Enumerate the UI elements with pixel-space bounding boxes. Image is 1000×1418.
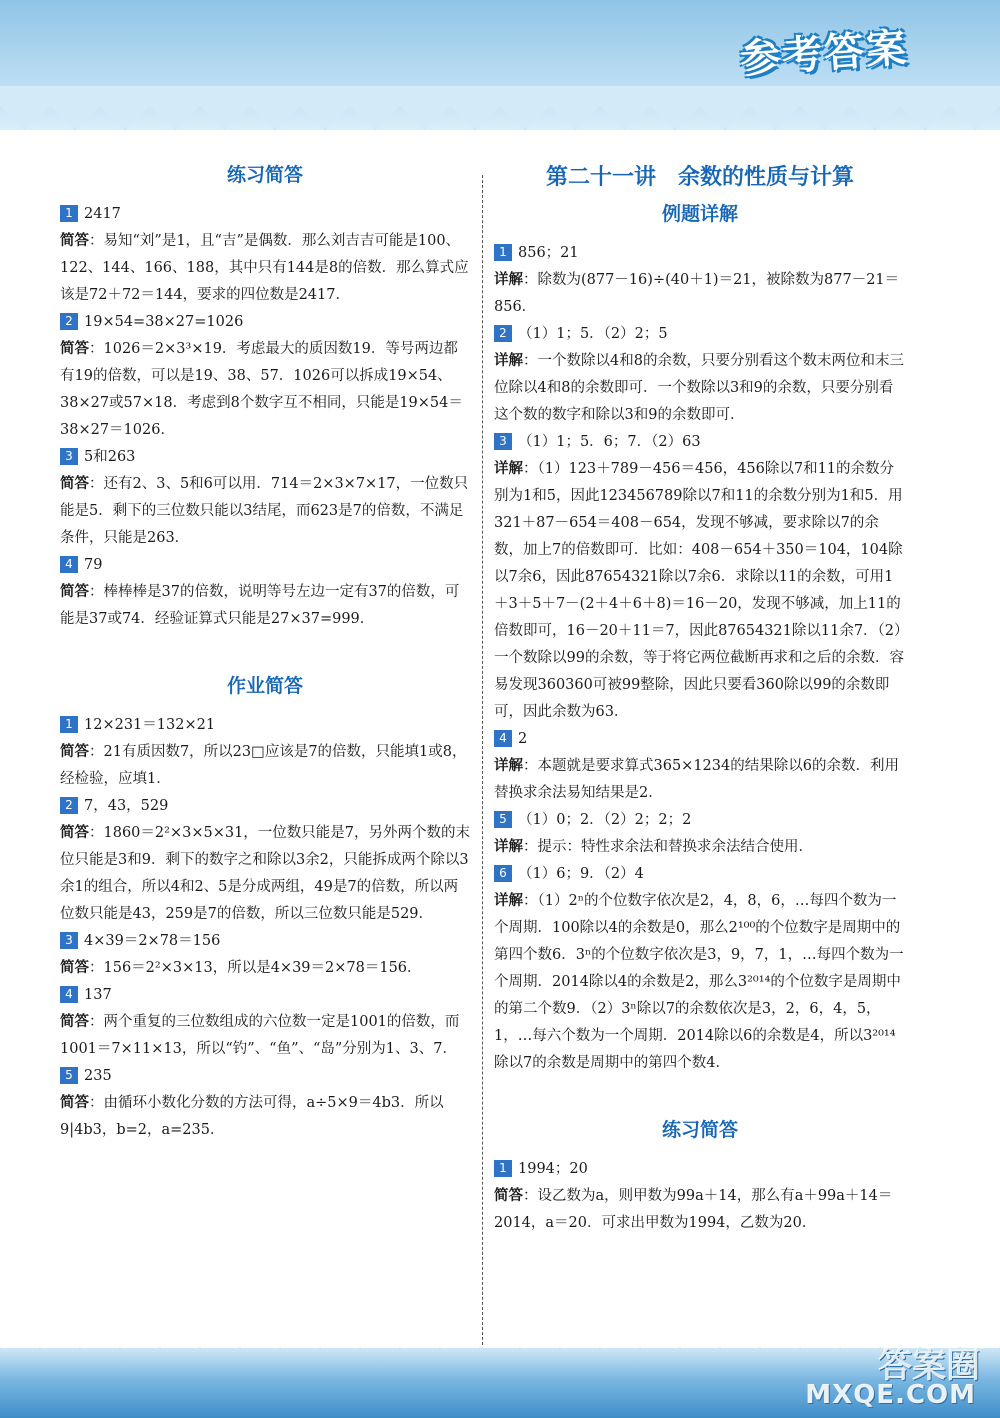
question-answer (494, 240, 906, 267)
explanation-text: ：本题就是要求算式365×1234的结果除以6的余数．利用替换求余法易知结果是2． (494, 758, 899, 801)
explanation-label: 简答 (60, 476, 89, 492)
question-answer (60, 928, 470, 955)
answer-value: （1）0；2．（2）2；2；2 (518, 812, 692, 828)
answer-value: （1）1；5．6；7．（2）63 (518, 434, 701, 450)
question-answer (494, 726, 906, 753)
answer-value: 1994；20 (518, 1161, 588, 1177)
answer-value: 235 (84, 1068, 112, 1084)
explanation (60, 1090, 470, 1144)
explanation (60, 955, 470, 982)
explanation (494, 348, 906, 429)
answer-value: （1）6；9．（2）4 (518, 866, 644, 882)
question-answer (494, 321, 906, 348)
explanation (494, 834, 906, 861)
explanation (60, 820, 470, 928)
question-number-badge: 5 (60, 1067, 78, 1084)
section-title: 练习简答 (661, 1119, 738, 1141)
explanation-text: ：提示：特性求余法和替换求余法结合使用． (523, 839, 813, 855)
answer-value: 4×39＝2×78＝156 (84, 933, 221, 949)
chapter-title: 第二十一讲 余数的性质与计算 (545, 165, 854, 190)
question-number-badge: 4 (494, 730, 512, 747)
question-number-badge: 5 (494, 811, 512, 828)
answer-value: 856；21 (518, 245, 579, 261)
question-answer (60, 712, 470, 739)
question-answer (60, 201, 470, 228)
explanation-text: ：1026＝2×3³×19．考虑最大的质因数19．等号两边都有19的倍数，可以是19、38、57．1026可以拆成19×54、38×27或57×18．考虑到8个数字互不相同，只能是19×54＝38×27＝1026． (60, 341, 463, 438)
explanation-text: ：还有2、3、5和6可以用．714＝2×3×7×17，一位数只能是5．剩下的三位数只能以3结尾，而623是7的倍数，不满足条件，只能是263． (60, 476, 469, 546)
explanation (494, 888, 906, 1077)
question-number-badge: 2 (494, 325, 512, 342)
explanation-text: ：易知“刘”是1，且“吉”是偶数．那么刘吉吉可能是100、122、144、166、188，其中只有144是8的倍数．那么算式应该是72＋72＝144，要求的四位数是2417． (60, 233, 469, 303)
answer-value: 12×231＝132×21 (84, 717, 216, 733)
explanation-label: 详解 (494, 353, 523, 369)
explanation-label: 简答 (60, 744, 89, 760)
right-column (494, 160, 906, 1237)
question-number-badge: 1 (494, 244, 512, 261)
question-answer (60, 552, 470, 579)
answer-value: 5和263 (84, 449, 136, 465)
explanation (494, 456, 906, 726)
explanation-label: 简答 (494, 1188, 523, 1204)
explanation (60, 228, 470, 309)
question-number-badge: 2 (60, 797, 78, 814)
explanation-label: 详解 (494, 461, 523, 477)
explanation-text: ：（1）123＋789－456＝456，456除以7和11的余数分别为1和5，因此123456789除以7和11的余数分别为1和5．用321＋87－654＝408－654，发现不够减，要求除以7的余数，加上7的倍数即可．比如：408－654＋350＝104，104除以7余6，因此87654321除以7余6．求除以11的余数，可用1＋3＋5＋7－(2＋4＋6＋8)＝16－20，发现不够减，加上11的倍数即可，16－20＋11＝7，因此87654321除以11余7．（2）一个数除以99的余数，等于将它两位截断再求和之后的余数．容易发现360360可被99整除，因此只要看360除以99的余数即可，因此余数为63． (494, 461, 904, 720)
explanation-label: 简答 (60, 825, 89, 841)
question-number-badge: 4 (60, 986, 78, 1003)
explanation-label: 详解 (494, 893, 523, 909)
question-answer (60, 793, 470, 820)
question-answer (494, 861, 906, 888)
explanation-label: 简答 (60, 1095, 89, 1111)
explanation (60, 471, 470, 552)
explanation-label: 详解 (494, 758, 523, 774)
explanation (494, 1183, 906, 1237)
explanation (60, 336, 470, 444)
watermark-brand: 答案圈 (878, 1346, 980, 1386)
explanation-text: ：（1）2ⁿ的个位数字依次是2，4，8，6，…每四个数为一个周期．100除以4的余数是0，那么2¹⁰⁰的个位数字是周期中的第四个数6．3ⁿ的个位数字依次是3，9，7，1，…每四个数为一个周期．2014除以4的余数是2，那么3²⁰¹⁴的个位数字是周期中的第二个数9．（2）3ⁿ除以7的余数依次是3，2，6，4，5，1，…每六个数为一个周期．2014除以6的余数是4，所以3²⁰¹⁴除以7的余数是周期中的第四个数4． (494, 893, 904, 1071)
explanation-label: 简答 (60, 341, 89, 357)
question-number-badge: 2 (60, 313, 78, 330)
explanation-label: 简答 (60, 960, 89, 976)
question-number-badge: 1 (494, 1160, 512, 1177)
explanation-text: ：21有质因数7，所以23□应该是7的倍数，只能填1或8，经检验，应填1． (60, 744, 467, 787)
question-number-badge: 3 (494, 433, 512, 450)
question-answer (60, 309, 470, 336)
explanation (494, 267, 906, 321)
question-number-badge: 1 (60, 205, 78, 222)
explanation (60, 739, 470, 793)
left-column (60, 160, 470, 1144)
explanation-text: ：156＝2²×3×13，所以是4×39＝2×78＝156． (89, 960, 422, 976)
answer-value: 79 (84, 557, 103, 573)
question-number-badge: 4 (60, 556, 78, 573)
question-number-badge: 1 (60, 716, 78, 733)
page-header-title: 参考答案 (738, 25, 910, 83)
explanation (494, 753, 906, 807)
explanation-label: 详解 (494, 272, 523, 288)
question-answer (494, 807, 906, 834)
explanation-text: ：设乙数为a，则甲数为99a＋14，那么有a＋99a＋14＝2014，a＝20．可求出甲数为1994，乙数为20． (494, 1188, 893, 1231)
answer-value: 7，43，529 (84, 798, 169, 814)
explanation-text: ：棒棒棒是37的倍数，说明等号左边一定有37的倍数，可能是37或74．经验证算式只能是27×37=999． (60, 584, 460, 627)
question-answer (60, 444, 470, 471)
explanation-text: ：除数为(877－16)÷(40＋1)＝21，被除数为877－21＝856． (494, 272, 900, 315)
explanation-text: ：一个数除以4和8的余数，只要分别看这个数末两位和末三位除以4和8的余数即可．一个数除以3和9的余数，只要分别看这个数的数字和除以3和9的余数即可． (494, 353, 904, 423)
explanation (60, 1009, 470, 1063)
explanation-label: 简答 (60, 1014, 89, 1030)
header-zigzag-decoration (0, 86, 1000, 136)
answer-value: 2 (518, 731, 528, 747)
section-title: 练习简答 (226, 164, 303, 186)
explanation-text: ：由循环小数化分数的方法可得，a÷5×9＝4b3．所以9|4b3，b=2，a=235． (60, 1095, 444, 1138)
question-answer (494, 429, 906, 456)
explanation-label: 简答 (60, 584, 89, 600)
section-title: 作业简答 (226, 675, 303, 697)
explanation-text: ：两个重复的三位数组成的六位数一定是1001的倍数，而1001＝7×11×13，所以“钓”、“鱼”、“岛”分别为1、3、7． (60, 1014, 460, 1057)
explanation (60, 579, 470, 633)
answer-value: 137 (84, 987, 112, 1003)
question-number-badge: 3 (60, 932, 78, 949)
question-number-badge: 6 (494, 865, 512, 882)
answer-value: （1）1；5．（2）2；5 (518, 326, 668, 342)
answer-value: 19×54=38×27=1026 (84, 314, 244, 330)
watermark-site: MXQE.COM (805, 1380, 976, 1410)
explanation-label: 详解 (494, 839, 523, 855)
column-divider (482, 175, 483, 1345)
section-title: 例题详解 (661, 203, 738, 225)
question-answer (60, 1063, 470, 1090)
question-number-badge: 3 (60, 448, 78, 465)
question-answer (494, 1156, 906, 1183)
explanation-text: ：1860＝2²×3×5×31，一位数只能是7，另外两个数的末位只能是3和9．剩下的数字之和除以3余2，只能拆成两个除以3余1的组合，所以4和2、5是分成两组，49是7的倍数，所以两位数只能是43，259是7的倍数，所以三位数只能是529． (60, 825, 471, 922)
explanation-label: 简答 (60, 233, 89, 249)
answer-value: 2417 (84, 206, 121, 222)
question-answer (60, 982, 470, 1009)
